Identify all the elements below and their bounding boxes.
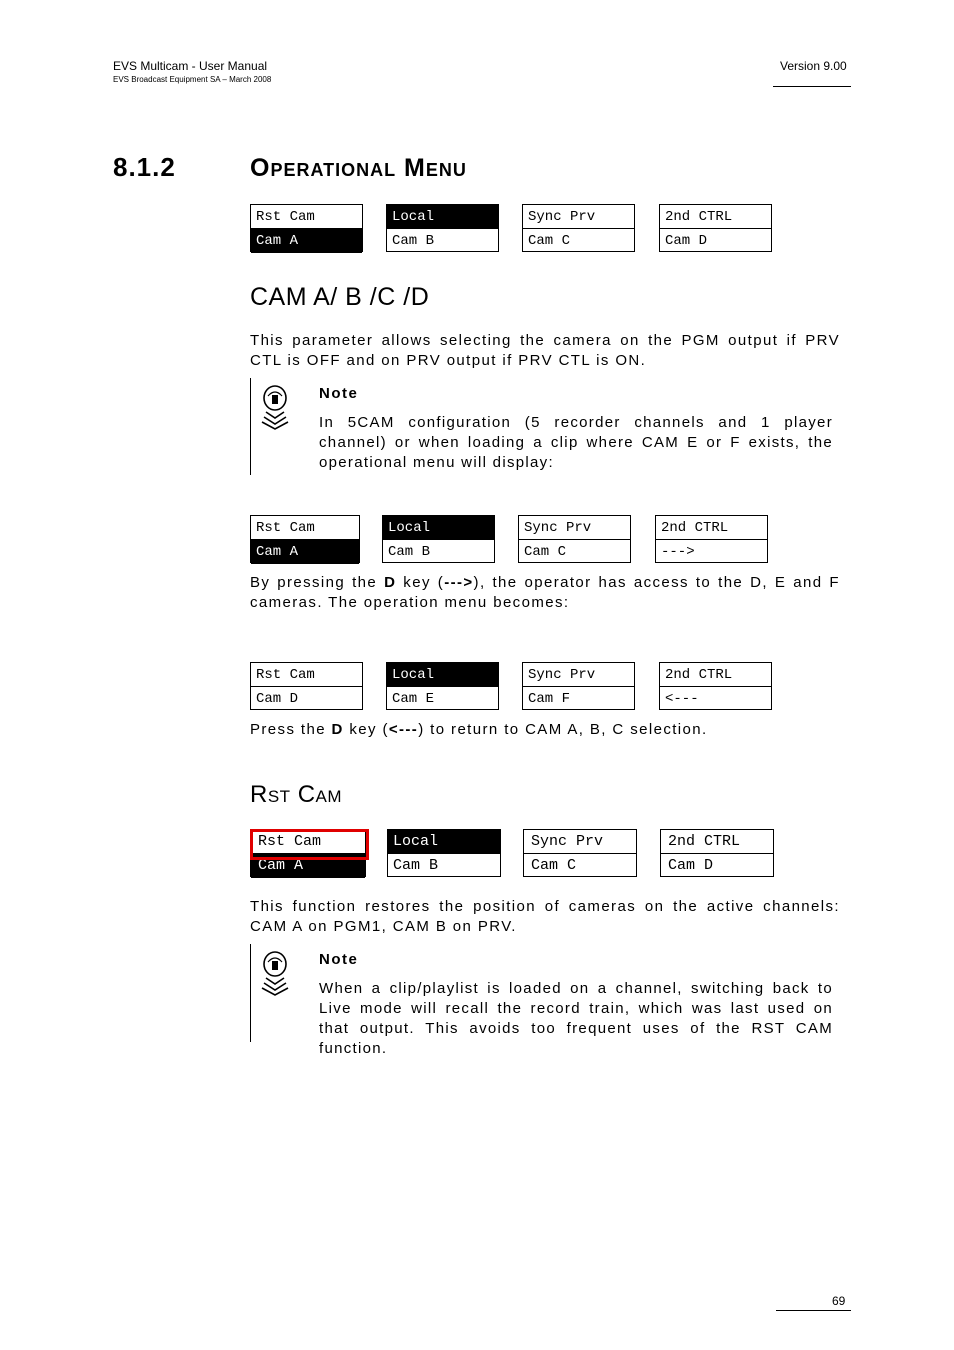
menu3-key-2 — [386, 662, 499, 710]
menu1-key-1-top: Rst Cam — [251, 205, 362, 229]
menu2-key-3-top: Sync Prv — [519, 516, 630, 540]
menu3-key-4-top: 2nd CTRL — [660, 663, 771, 687]
menu1-key-2-bottom: Cam B — [392, 233, 435, 249]
note2-label: Note — [319, 951, 359, 968]
note1-bar — [250, 378, 251, 475]
header-version: Version 9.00 — [780, 59, 847, 73]
menu4-key-4-bottom: Cam D — [668, 857, 714, 874]
menu2-key-2-top: Local — [383, 516, 494, 540]
header-rule — [773, 86, 851, 87]
menu3-key-2-top: Local — [387, 663, 498, 687]
menu1-key-4-top: 2nd CTRL — [660, 205, 771, 229]
menu1-key-4 — [659, 204, 772, 252]
menu3-key-3-top: Sync Prv — [523, 663, 634, 687]
menu4-key-2-bottom: Cam B — [393, 857, 439, 874]
rst-cam-highlight — [250, 829, 369, 860]
menu2-key-1-top: Rst Cam — [251, 516, 359, 540]
note1-label: Note — [319, 385, 359, 402]
cam-paragraph: This parameter allows selecting the camera on the PGM output if PRV CTL is OFF and on PRV output if PRV CTL is ON. — [250, 332, 840, 369]
d-key-arrow: ---> — [444, 574, 474, 591]
menu1-key-1-bottom: Cam A — [251, 229, 362, 253]
menu1-key-3-bottom: Cam C — [528, 233, 571, 249]
return-key-arrow: <--- — [388, 721, 419, 738]
section-number: 8.1.2 — [113, 152, 176, 182]
menu2-key-4-bottom: ---> — [661, 544, 695, 560]
menu1-key-2 — [386, 204, 499, 252]
menu3-key-3 — [522, 662, 635, 710]
return-pre: Press the — [250, 721, 332, 738]
d-key-label: D — [384, 574, 397, 591]
d-key-pre: By pressing the — [250, 574, 385, 591]
menu1-key-4-bottom: Cam D — [665, 233, 708, 249]
menu2-key-4-top: 2nd CTRL — [656, 516, 767, 540]
menu2-key-2-bottom: Cam B — [388, 544, 431, 560]
note1-text: In 5CAM configuration (5 recorder channels and 1 player channel) or when loading a clip where CAM E or F exists, the operational menu will display: — [319, 414, 833, 471]
menu2-key-4 — [655, 515, 768, 563]
return-paragraph — [250, 720, 840, 740]
note-icon — [258, 384, 292, 430]
header-subtitle: EVS Broadcast Equipment SA – March 2008 — [113, 75, 272, 84]
return-mid: key ( — [343, 721, 389, 738]
page-number: 69 — [832, 1294, 846, 1308]
menu3-key-3-bottom: Cam F — [528, 691, 571, 707]
d-key-paragraph — [250, 573, 840, 613]
footer-rule — [776, 1310, 851, 1311]
return-key-label: D — [331, 721, 344, 738]
d-key-mid: key ( — [396, 574, 445, 591]
d-key-post: ), the operator has access to the D, E and F cameras. The operation menu becomes: — [250, 574, 840, 611]
menu3-key-1 — [250, 662, 363, 710]
note2-text: When a clip/playlist is loaded on a channel, switching back to Live mode will recall the record train, which was last used on that output. This avoids too frequent uses of the RST CAM function. — [319, 980, 833, 1057]
menu2-key-3-bottom: Cam C — [524, 544, 567, 560]
cam-heading: CAM A/ B /C /D — [250, 283, 430, 311]
menu2-key-2 — [382, 515, 495, 563]
menu4-key-2-top: Local — [388, 830, 500, 854]
menu2-key-1 — [250, 515, 360, 563]
menu3-key-4 — [659, 662, 772, 710]
menu4-key-1-top: Rst Cam — [251, 830, 365, 854]
menu4-key-2 — [387, 829, 501, 877]
menu4-key-3-bottom: Cam C — [531, 857, 577, 874]
menu4-key-4 — [660, 829, 774, 877]
menu3-key-1-bottom: Cam D — [256, 691, 299, 707]
section-title: Operational Menu — [250, 154, 467, 182]
rst-cam-paragraph: This function restores the position of cameras on the active channels: CAM A on PGM1, CAM B on PRV. — [250, 898, 840, 935]
rst-cam-heading: Rst Cam — [250, 781, 343, 808]
note2-bar — [250, 944, 251, 1042]
menu1-key-3-top: Sync Prv — [523, 205, 634, 229]
menu3-key-4-bottom: <--- — [665, 691, 699, 707]
menu1-key-3 — [522, 204, 635, 252]
menu4-key-1-bottom: Cam A — [251, 854, 365, 878]
menu3-key-2-bottom: Cam E — [392, 691, 435, 707]
menu1-key-2-top: Local — [387, 205, 498, 229]
menu2-key-1-bottom: Cam A — [251, 540, 359, 564]
header-title: EVS Multicam - User Manual — [113, 59, 268, 73]
menu2-key-3 — [518, 515, 631, 563]
menu4-key-3-top: Sync Prv — [524, 830, 636, 854]
menu4-key-4-top: 2nd CTRL — [661, 830, 773, 854]
menu1-key-1 — [250, 204, 363, 252]
note-icon — [258, 950, 292, 996]
return-post: ) to return to CAM A, B, C selection. — [418, 721, 708, 738]
menu3-key-1-top: Rst Cam — [251, 663, 362, 687]
menu4-key-3 — [523, 829, 637, 877]
